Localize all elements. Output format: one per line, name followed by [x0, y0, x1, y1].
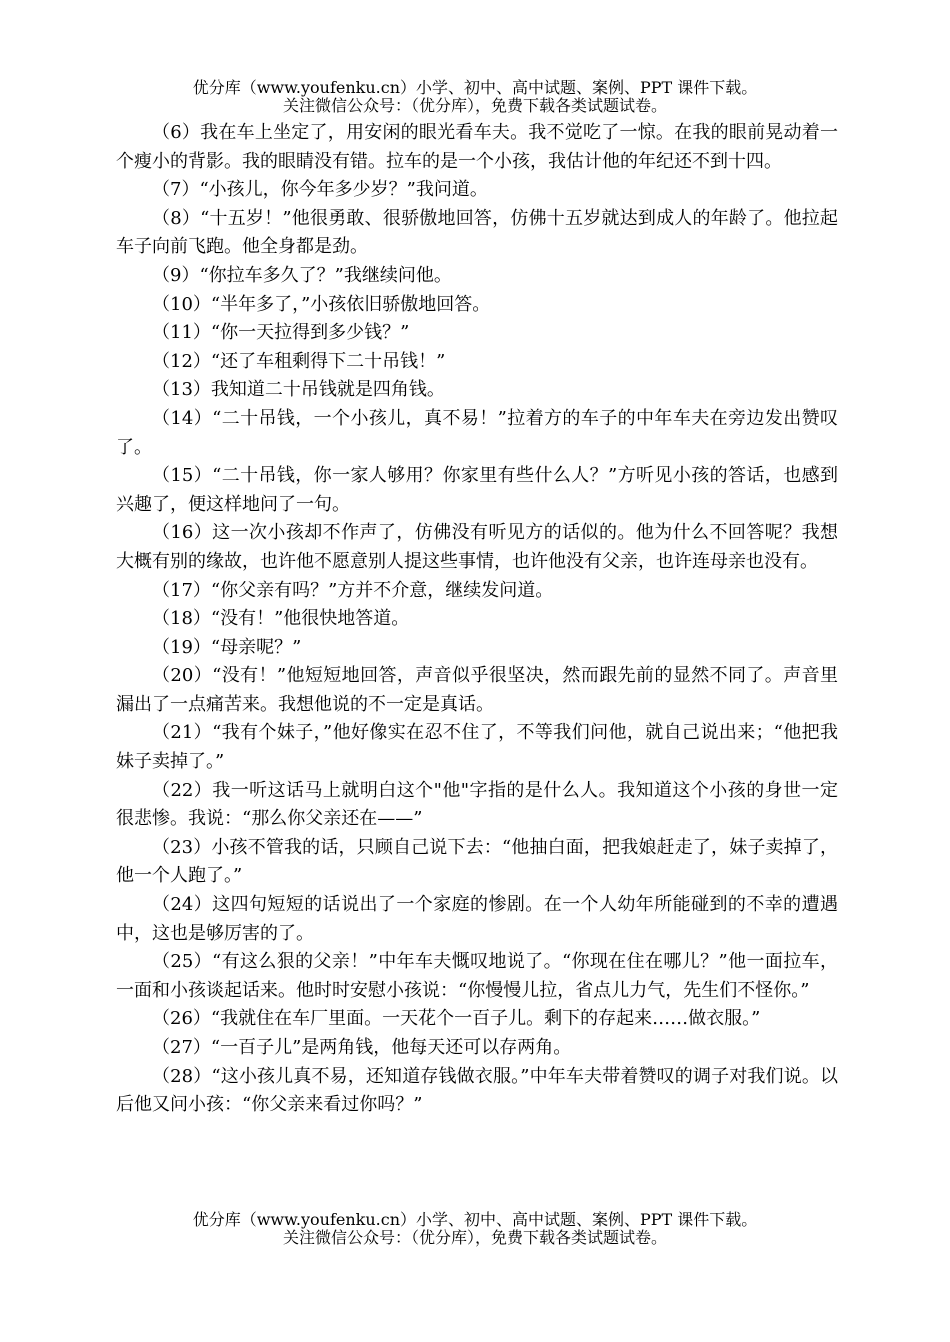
paragraph-23: （23）小孩不管我的话，只顾自己说下去：“他抽白面，把我娘赶走了，妹子卖掉了，他一个人跑了。”: [116, 836, 838, 887]
footer-line-2: 关注微信公众号：（优分库），免费下载各类试题试卷。: [282, 1228, 667, 1247]
paragraph-20: （20）“没有！”他短短地回答，声音似乎很坚决，然而跟先前的显然不同了。声音里漏出了一点痛苦来。我想他说的不一定是真话。: [116, 665, 838, 715]
paragraph-24: （24）这四句短短的话说出了一个家庭的惨剧。在一个人幼年所能碰到的不幸的遭遇中，这也是够厉害的了。: [116, 894, 838, 944]
paragraph-14: （14）“二十吊钱，一个小孩儿，真不易！”拉着方的车子的中年车夫在旁边发出赞叹了。: [116, 407, 838, 458]
paragraph-11: （11）“你一天拉得到多少钱？”: [152, 322, 410, 344]
paragraph-27: （27）“一百子儿”是两角钱，他每天还可以存两角。: [152, 1037, 572, 1058]
paragraph-13: （13）我知道二十吊钱就是四角钱。: [152, 379, 445, 401]
paragraph-9: （9）“你拉车多久了？”我继续问他。: [152, 264, 452, 286]
paragraph-7: （7）“小孩儿，你今年多少岁？”我问道。: [152, 179, 488, 201]
paragraph-10: （10）“半年多了，”小孩依旧骄傲地回答。: [152, 293, 491, 315]
paragraph-25: （25）“有这么狠的父亲！”中年车夫慨叹地说了。“你现在住在哪儿？”他一面拉车，一面和小孩谈起话来。他时时安慰小孩说：“你慢慢儿拉，省点儿力气，先生们不怪你。”: [116, 951, 838, 1001]
paragraph-8: （8）“十五岁！”他很勇敢、很骄傲地回答，仿佛十五岁就达到成人的年龄了。他拉起车子向前飞跑。他全身都是劲。: [116, 207, 838, 258]
header-line-2: 关注微信公众号：（优分库），免费下载各类试题试卷。: [282, 96, 667, 115]
paragraph-12: （12）“还了车租剩得下二十吊钱！”: [152, 350, 446, 372]
paragraph-17: （17）“你父亲有吗？”方并不介意，继续发问道。: [152, 579, 554, 601]
paragraph-22: （22）我一听这话马上就明白这个"他"字指的是什么人。我知道这个小孩的身世一定很悲惨。我说：“那么你父亲还在——”: [116, 779, 838, 830]
article-body: [116, 119, 838, 1120]
paragraph-15: （15）“二十吊钱，你一家人够用？你家里有些什么人？”方听见小孩的答话，也感到兴趣了，便这样地问了一句。: [116, 465, 838, 515]
paragraph-26: （26）“我就住在车厂里面。一天花个一百子儿。剩下的存起来……做衣服。”: [152, 1008, 761, 1030]
paragraph-28: （28）“这小孩儿真不易，还知道存钱做衣服。”中年车夫带着赞叹的调子对我们说。以后他又问小孩：“你父亲来看过你吗？”: [116, 1065, 838, 1116]
paragraph-16: （16）这一次小孩却不作声了，仿佛没有听见方的话似的。他为什么不回答呢？我想大概有别的缘故，也许他不愿意别人提这些事情，也许他没有父亲，也许连母亲也没有。: [116, 522, 838, 572]
paragraph-18: （18）“没有！”他很快地答道。: [152, 608, 410, 630]
header-line-1: 优分库（www.youfenku.cn）小学、初中、高中试题、案例、PPT 课件下载。: [192, 78, 758, 97]
paragraph-21: （21）“我有个妹子，”他好像实在忍不住了，不等我们问他，就自己说出来；“他把我妹子卖掉了。”: [116, 722, 838, 773]
paragraph-6: （6）我在车上坐定了，用安闲的眼光看车夫。我不觉吃了一惊。在我的眼前晃动着一个瘦小的背影。我的眼睛没有错。拉车的是一个小孩，我估计他的年纪还不到十四。: [116, 122, 838, 172]
footer-line-1: 优分库（www.youfenku.cn）小学、初中、高中试题、案例、PPT 课件下载。: [192, 1210, 758, 1229]
page-footer: [0, 1211, 950, 1247]
page-header: [0, 79, 950, 115]
paragraph-19: （19）“母亲呢？”: [152, 636, 302, 658]
